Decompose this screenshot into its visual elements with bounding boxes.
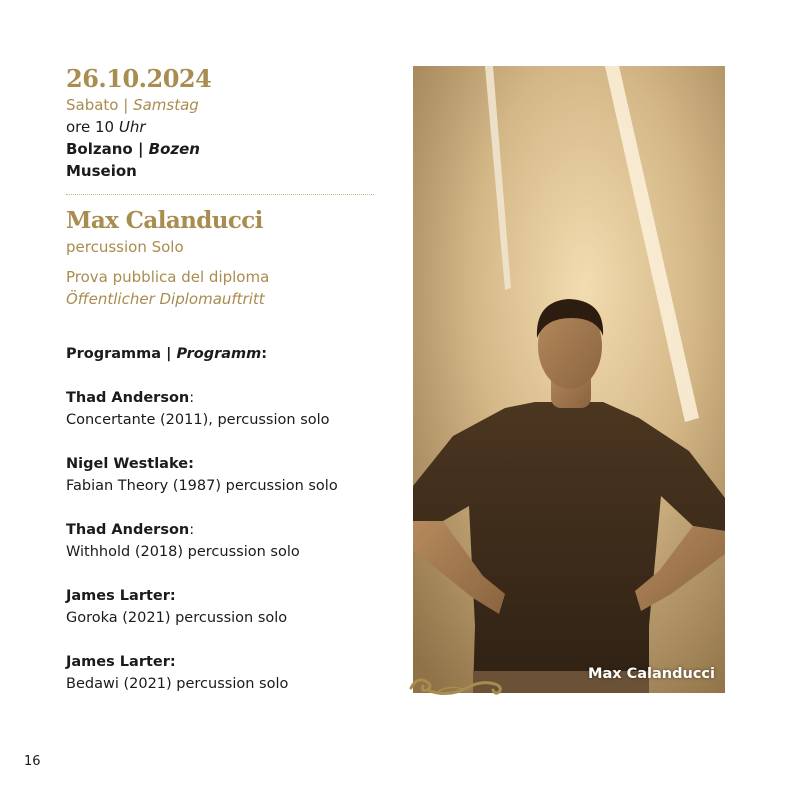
program-piece [66, 585, 396, 629]
artist-photo [413, 66, 725, 693]
flourish-ornament [407, 670, 507, 700]
portrait-image [413, 66, 725, 693]
work-title: Goroka (2021) percussion solo [66, 610, 288, 626]
program-piece [66, 453, 396, 497]
photo-caption: Max Calanducci [588, 666, 715, 682]
dotted-divider [66, 194, 374, 195]
program-header-de: Programm [176, 346, 262, 362]
program-piece [66, 519, 396, 563]
artist-name: Max Calanducci [66, 207, 263, 234]
event-time-de: Uhr [118, 118, 146, 136]
event-day-it: Sabato | [66, 96, 134, 114]
program-header-it: Programma | [66, 346, 177, 362]
work-title: Fabian Theory (1987) percussion solo [66, 478, 338, 494]
program-piece [66, 651, 396, 695]
artist-instrument: percussion Solo [66, 238, 184, 256]
composer-line [66, 651, 396, 673]
event-day [66, 94, 386, 116]
event-time [66, 116, 386, 138]
composer-name: James Larter [66, 654, 170, 670]
program-block [66, 343, 396, 717]
event-city-it: Bolzano | [66, 140, 149, 158]
event-city-de: Bozen [148, 140, 200, 158]
work-title: Concertante (2011), percussion solo [66, 412, 330, 428]
composer-name: James Larter [66, 588, 170, 604]
event-info [66, 64, 386, 182]
composer-line [66, 387, 396, 409]
page-number: 16 [24, 754, 41, 769]
composer-name: Nigel Westlake [66, 456, 189, 472]
work-title: Withhold (2018) percussion solo [66, 544, 300, 560]
event-city [66, 138, 386, 160]
program-piece [66, 387, 396, 431]
composer-colon: : [169, 654, 176, 670]
event-date: 26.10.2024 [66, 64, 212, 93]
composer-line [66, 519, 396, 541]
description-de: Öffentlicher Diplomauftritt [66, 290, 265, 308]
composer-colon: : [189, 390, 195, 406]
artist-block [66, 206, 396, 310]
event-venue: Museion [66, 162, 137, 180]
composer-colon: : [169, 588, 176, 604]
composer-line [66, 453, 396, 475]
event-day-de: Samstag [133, 96, 199, 114]
program-header [66, 343, 396, 365]
work-title: Bedawi (2021) percussion solo [66, 676, 289, 692]
program-header-colon: : [261, 346, 268, 362]
composer-line [66, 585, 396, 607]
composer-colon: : [188, 456, 194, 472]
composer-colon: : [189, 522, 195, 538]
composer-name: Thad Anderson [66, 390, 190, 406]
description-it: Prova pubblica del diploma [66, 268, 270, 286]
composer-name: Thad Anderson [66, 522, 190, 538]
event-time-it: ore 10 [66, 118, 119, 136]
